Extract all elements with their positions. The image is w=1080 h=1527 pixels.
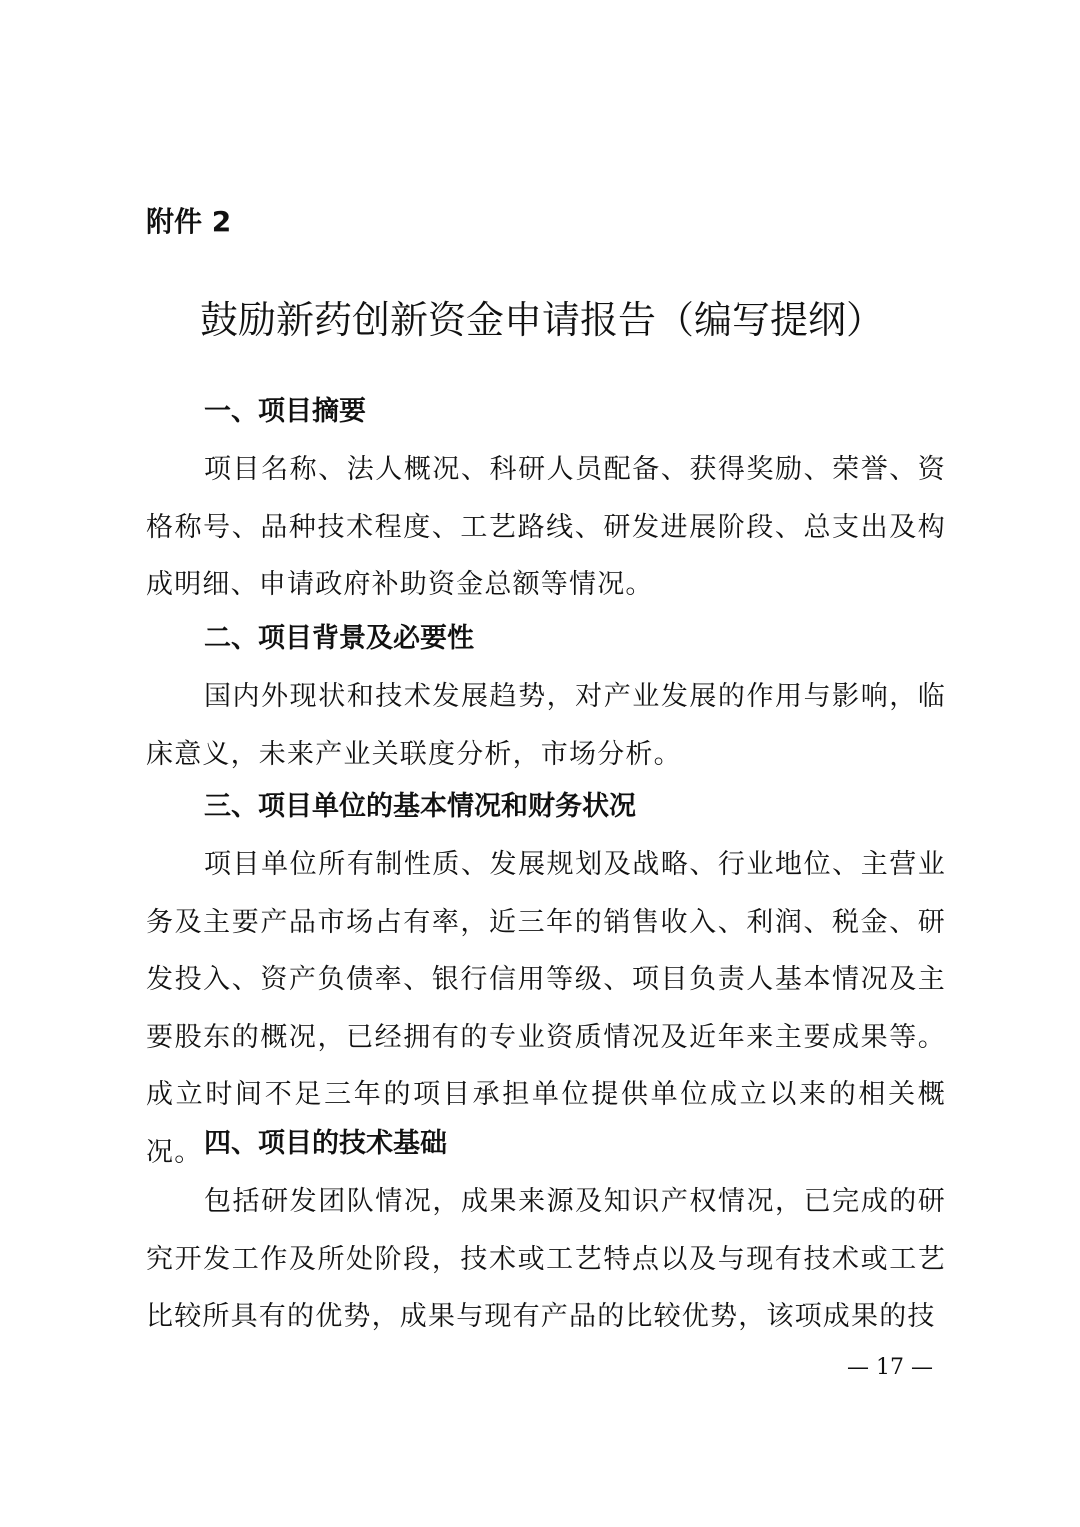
- section-heading: 二、项目背景及必要性: [204, 623, 474, 654]
- section-heading: 一、项目摘要: [204, 396, 366, 427]
- section-body: 国内外现状和技术发展趋势，对产业发展的作用与影响，临床意义，未来产业关联度分析，市场分析。: [146, 681, 946, 770]
- document-title: 鼓励新药创新资金申请报告（编写提纲）: [200, 298, 885, 342]
- section-body: 项目单位所有制性质、发展规划及战略、行业地位、主营业务及主要产品市场占有率，近三年的销售收入、利润、税金、研发投入、资产负债率、银行信用等级、项目负责人基本情况及主要股东的概况，已经拥有的专业资质情况及近年来主要成果等。成立时间不足三年的项目承担单位提供单位成立以来的相关概况。: [146, 849, 946, 1168]
- section-body: 项目名称、法人概况、科研人员配备、获得奖励、荣誉、资格称号、品种技术程度、工艺路线、研发进展阶段、总支出及构成明细、申请政府补助资金总额等情况。: [146, 454, 946, 600]
- section-heading: 四、项目的技术基础: [204, 1128, 447, 1159]
- page-number: — 17 —: [847, 1355, 933, 1380]
- section-heading: 三、项目单位的基本情况和财务状况: [204, 791, 636, 822]
- attachment-label: 附件 2: [146, 205, 232, 238]
- section-body: 包括研发团队情况，成果来源及知识产权情况，已完成的研究开发工作及所处阶段，技术或工艺特点以及与现有技术或工艺比较所具有的优势，成果与现有产品的比较优势，该项成果的技: [146, 1186, 946, 1332]
